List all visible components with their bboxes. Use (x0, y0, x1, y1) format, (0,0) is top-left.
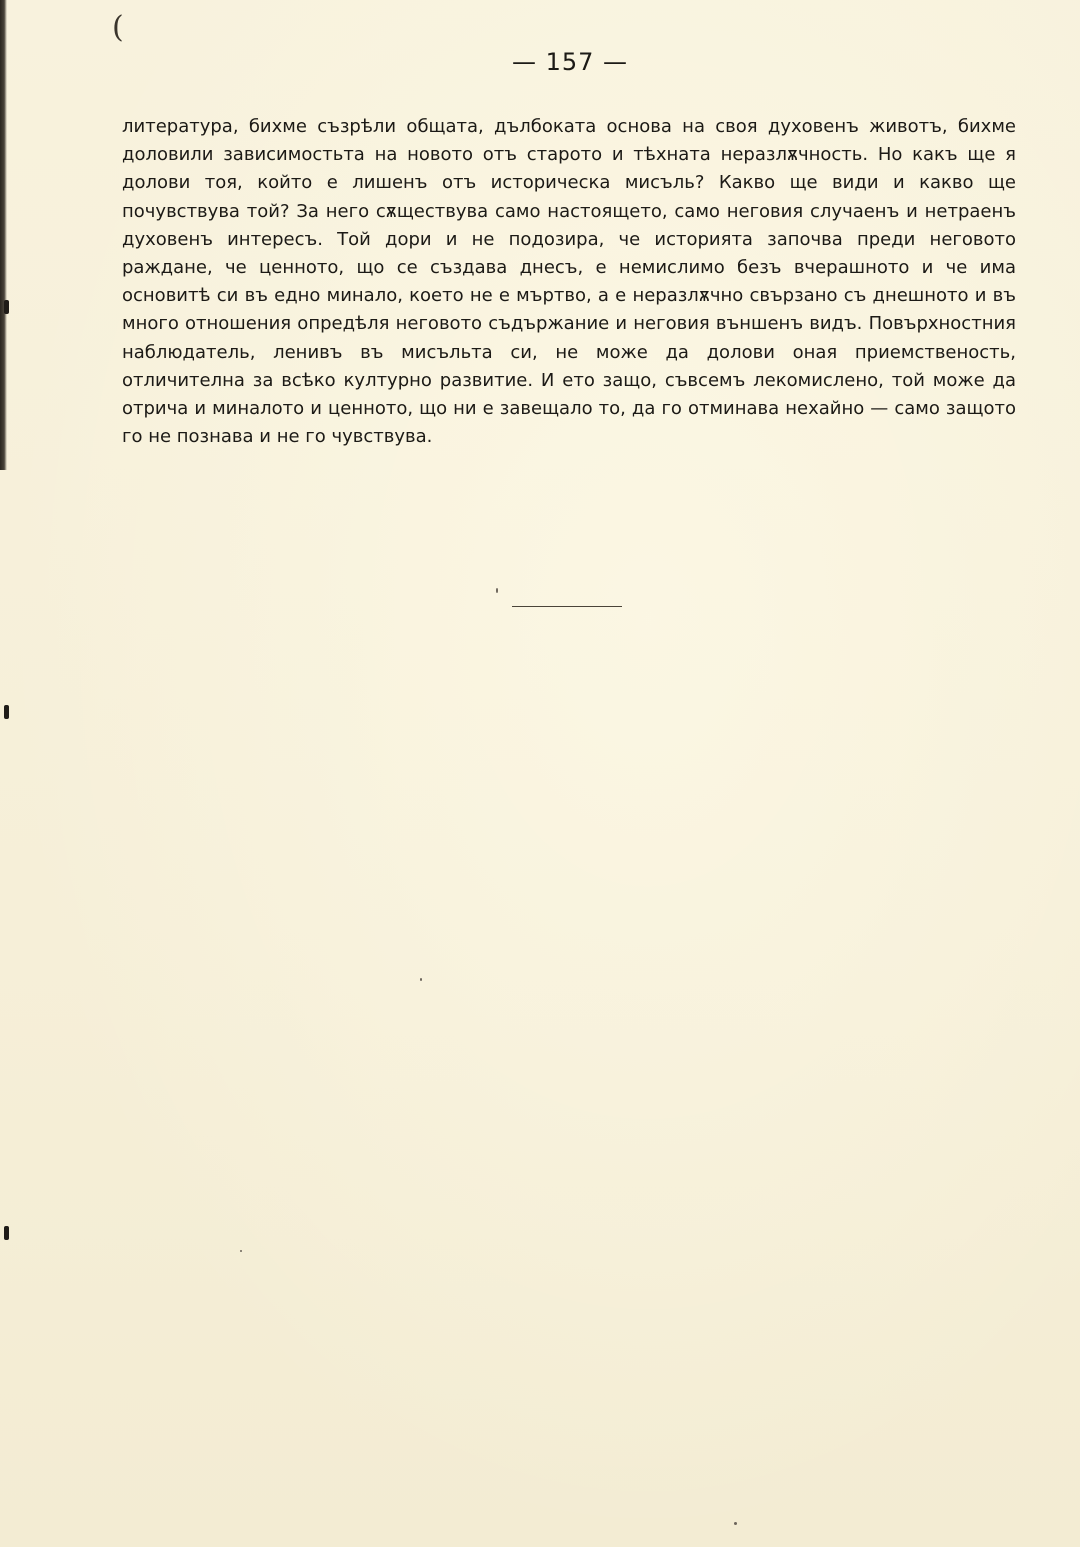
paper-speck (496, 588, 498, 593)
binding-hole-mark (4, 300, 9, 314)
paper-speck (734, 1522, 737, 1525)
binding-hole-mark (4, 705, 9, 719)
paper-speck (420, 978, 422, 981)
section-separator-rule (512, 606, 622, 607)
binding-hole-mark (4, 1226, 9, 1240)
body-paragraph: литература, бихме съзрѣли общата, дълбоката основа на своя духовенъ животъ, бихме доловили зависимостьта на новото отъ старото и тѣхната неразлѫчность. Но какъ ще я долови тоя, който е лишенъ отъ историческа мисъль? Какво ще види и какво ще почувствува той? За него сѫществува само настоящето, само неговия случаенъ и нетраенъ духовенъ интересъ. Той дори и не подозира, че историята започва преди неговото раждане, че ценното, що се създава днесъ, е немислимо безъ вчерашното и че има основитѣ си въ едно минало, което не е мъртво, а е неразлѫчно свързано съ днешното и въ много отношения опредѣля неговото съдържание и неговия външенъ видъ. Повърхностния наблюдатель, ленивъ въ мисъльта си, не може да долови оная приемственость, отличителна за всѣко културно развитие. И ето защо, съвсемъ лекомислено, той може да отрича и миналото и ценното, що ни е завещало то, да го отминава нехайно — само защото го не познава и не го чувствува. (122, 116, 1016, 448)
corner-pencil-mark: ( (112, 10, 124, 45)
page-number: — 157 — (511, 48, 629, 76)
paper-speck (240, 1250, 242, 1252)
